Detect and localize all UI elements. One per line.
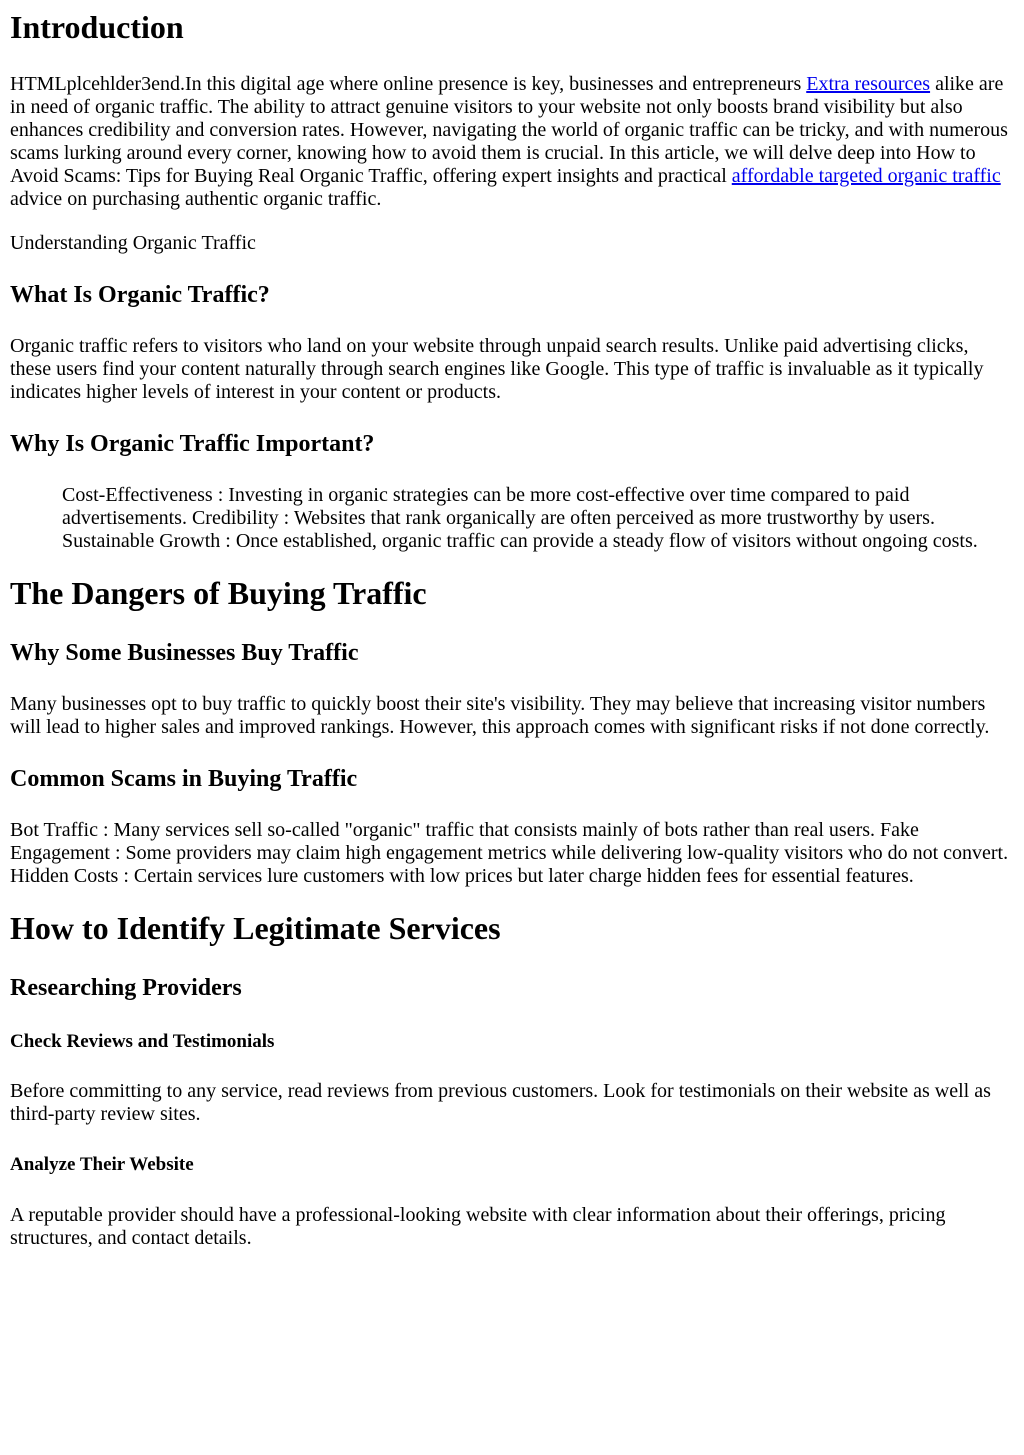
section-heading-introduction: Introduction <box>10 9 184 45</box>
subheading-why-organic-traffic-important: Why Is Organic Traffic Important? <box>10 431 375 457</box>
subheading-what-is-organic-traffic: What Is Organic Traffic? <box>10 282 270 308</box>
subheading-common-scams: Common Scams in Buying Traffic <box>10 766 358 792</box>
section-heading-identify-services: How to Identify Legitimate Services <box>10 910 501 946</box>
what-is-organic-traffic-paragraph: Organic traffic refers to visitors who land on your website through unpaid search results. Unlike paid advertising clicks, these users find your content naturally through search engines like Google. This type of traffic is invaluable as it typically indicates higher levels of interest in your content or products. <box>10 335 984 403</box>
intro-text-start: HTMLplcehlder3end.In this digital age where online presence is key, businesses and entrepreneurs <box>10 73 807 95</box>
article <box>0 9 1024 1250</box>
intro-paragraph <box>10 73 1014 211</box>
subheading-check-reviews: Check Reviews and Testimonials <box>10 1031 275 1052</box>
why-buy-traffic-paragraph: Many businesses opt to buy traffic to quickly boost their site's visibility. They may believe that increasing visitor numbers will lead to higher sales and improved rankings. However, this approach comes with significant risks if not done correctly. <box>10 693 990 738</box>
affordable-traffic-link[interactable]: affordable targeted organic traffic <box>731 165 1001 187</box>
common-scams-paragraph: Bot Traffic : Many services sell so-called "organic" traffic that consists mainly of bots rather than real users. Fake Engagement : Some providers may claim high engagement metrics while delivering low-quality visitors who do not convert. Hidden Costs : Certain services lure customers with low prices but later charge hidden fees for essential features. <box>10 819 1009 887</box>
subheading-researching-providers: Researching Providers <box>10 975 242 1001</box>
intro-text-middle: alike are in need of organic traffic. The ability to attract genuine visitors to your website not only boosts brand visibility but also enhances credibility and conversion rates. However, navigating the world of organic traffic can be tricky, and with numerous scams lurking around every corner, knowing how to avoid them is crucial. In this article, we will delve deep into How to Avoid Scams: Tips for Buying Real Organic Traffic, offering expert insights and practical <box>10 73 1008 187</box>
subheading-why-businesses-buy-traffic: Why Some Businesses Buy Traffic <box>10 640 359 666</box>
extra-resources-link[interactable]: Extra resources <box>806 73 931 95</box>
understanding-organic-traffic-text: Understanding Organic Traffic <box>10 232 256 254</box>
section-heading-dangers: The Dangers of Buying Traffic <box>10 575 427 611</box>
analyze-website-paragraph: A reputable provider should have a professional-looking website with clear information about their offerings, pricing structures, and contact details. <box>10 1204 946 1249</box>
benefits-blockquote: Cost-Effectiveness : Investing in organic strategies can be more cost-effective over time compared to paid advertisements. Credibility : Websites that rank organically are often perceived as more trustworthy by users. Sustainable Growth : Once established, organic traffic can provide a steady flow of visitors without ongoing costs. <box>62 484 978 552</box>
intro-text-end: advice on purchasing authentic organic traffic. <box>10 188 382 210</box>
check-reviews-paragraph: Before committing to any service, read reviews from previous customers. Look for testimonials on their website as well as third-party review sites. <box>10 1080 991 1125</box>
subheading-analyze-website: Analyze Their Website <box>10 1154 194 1175</box>
